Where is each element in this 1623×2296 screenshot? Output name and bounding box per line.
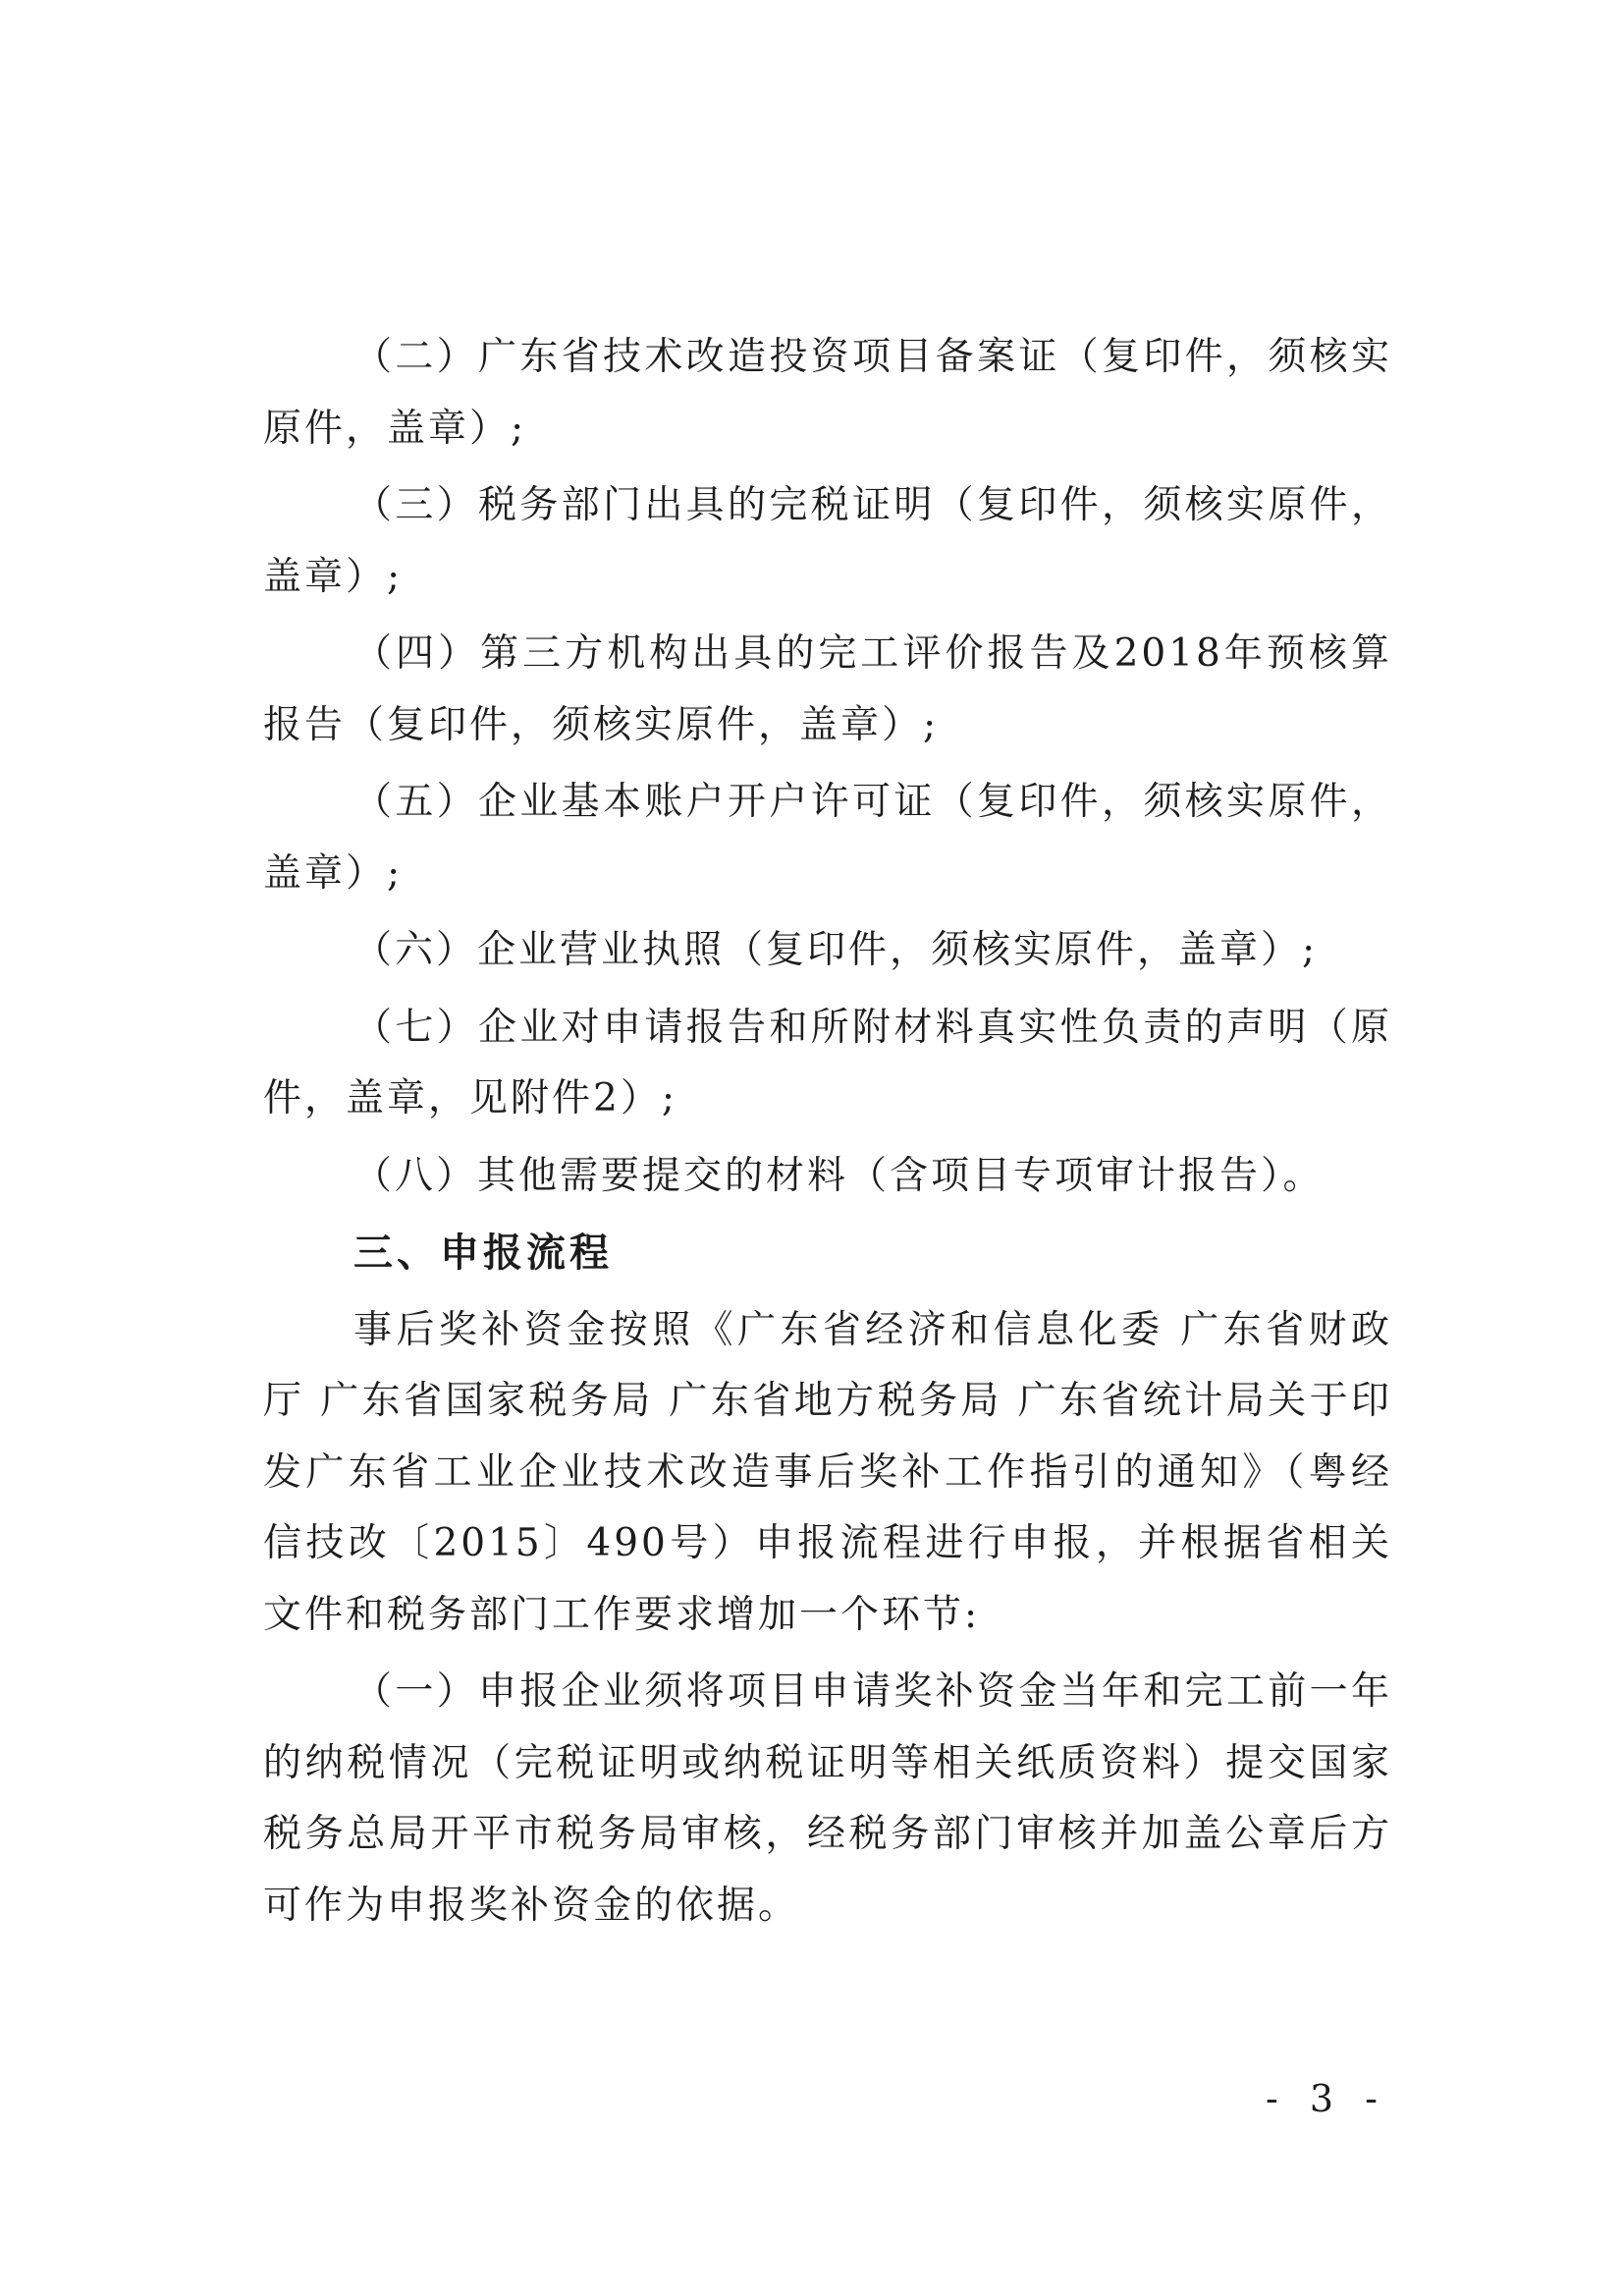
page-number: - 3 - — [1265, 2077, 1387, 2120]
list-item-5: （五）企业基本账户开户许可证（复印件，须核实原件，盖章）; — [263, 780, 1392, 896]
list-item-6: （六）企业营业执照（复印件，须核实原件，盖章）; — [353, 928, 1319, 972]
section-heading: 三、申报流程 — [353, 1230, 613, 1276]
list-item-7: （七）企业对申请报告和所附材料真实性负责的声明（原件，盖章，见附件2）; — [263, 1005, 1392, 1121]
process-paragraph: 事后奖补资金按照《广东省经济和信息化委 广东省财政厅 广东省国家税务局 广东省地方税务局 广东省统计局关于印发广东省工业企业技术改造事后奖补工作指引的通知》（粤经信技改〔2015〕490号）申报流程进行申报，并根据省相关文件和税务部门工作要求增加一个环节: — [263, 1307, 1392, 1637]
document-body — [263, 322, 1392, 1947]
list-item-4: （四）第三方机构出具的完工评价报告及2018年预核算报告（复印件，须核实原件，盖章）; — [263, 631, 1392, 747]
list-item-3: （三）税务部门出具的完税证明（复印件，须核实原件，盖章）; — [263, 483, 1392, 599]
process-step-1: （一）申报企业须将项目申请奖补资金当年和完工前一年的纳税情况（完税证明或纳税证明等相关纸质资料）提交国家税务总局开平市税务局审核，经税务部门审核并加盖公章后方可作为申报奖补资金的依据。 — [263, 1669, 1392, 1928]
list-item-8: （八）其他需要提交的材料（含项目专项审计报告）。 — [353, 1153, 1325, 1198]
list-item-2: （二）广东省技术改造投资项目备案证（复印件，须核实原件，盖章）; — [263, 335, 1392, 451]
